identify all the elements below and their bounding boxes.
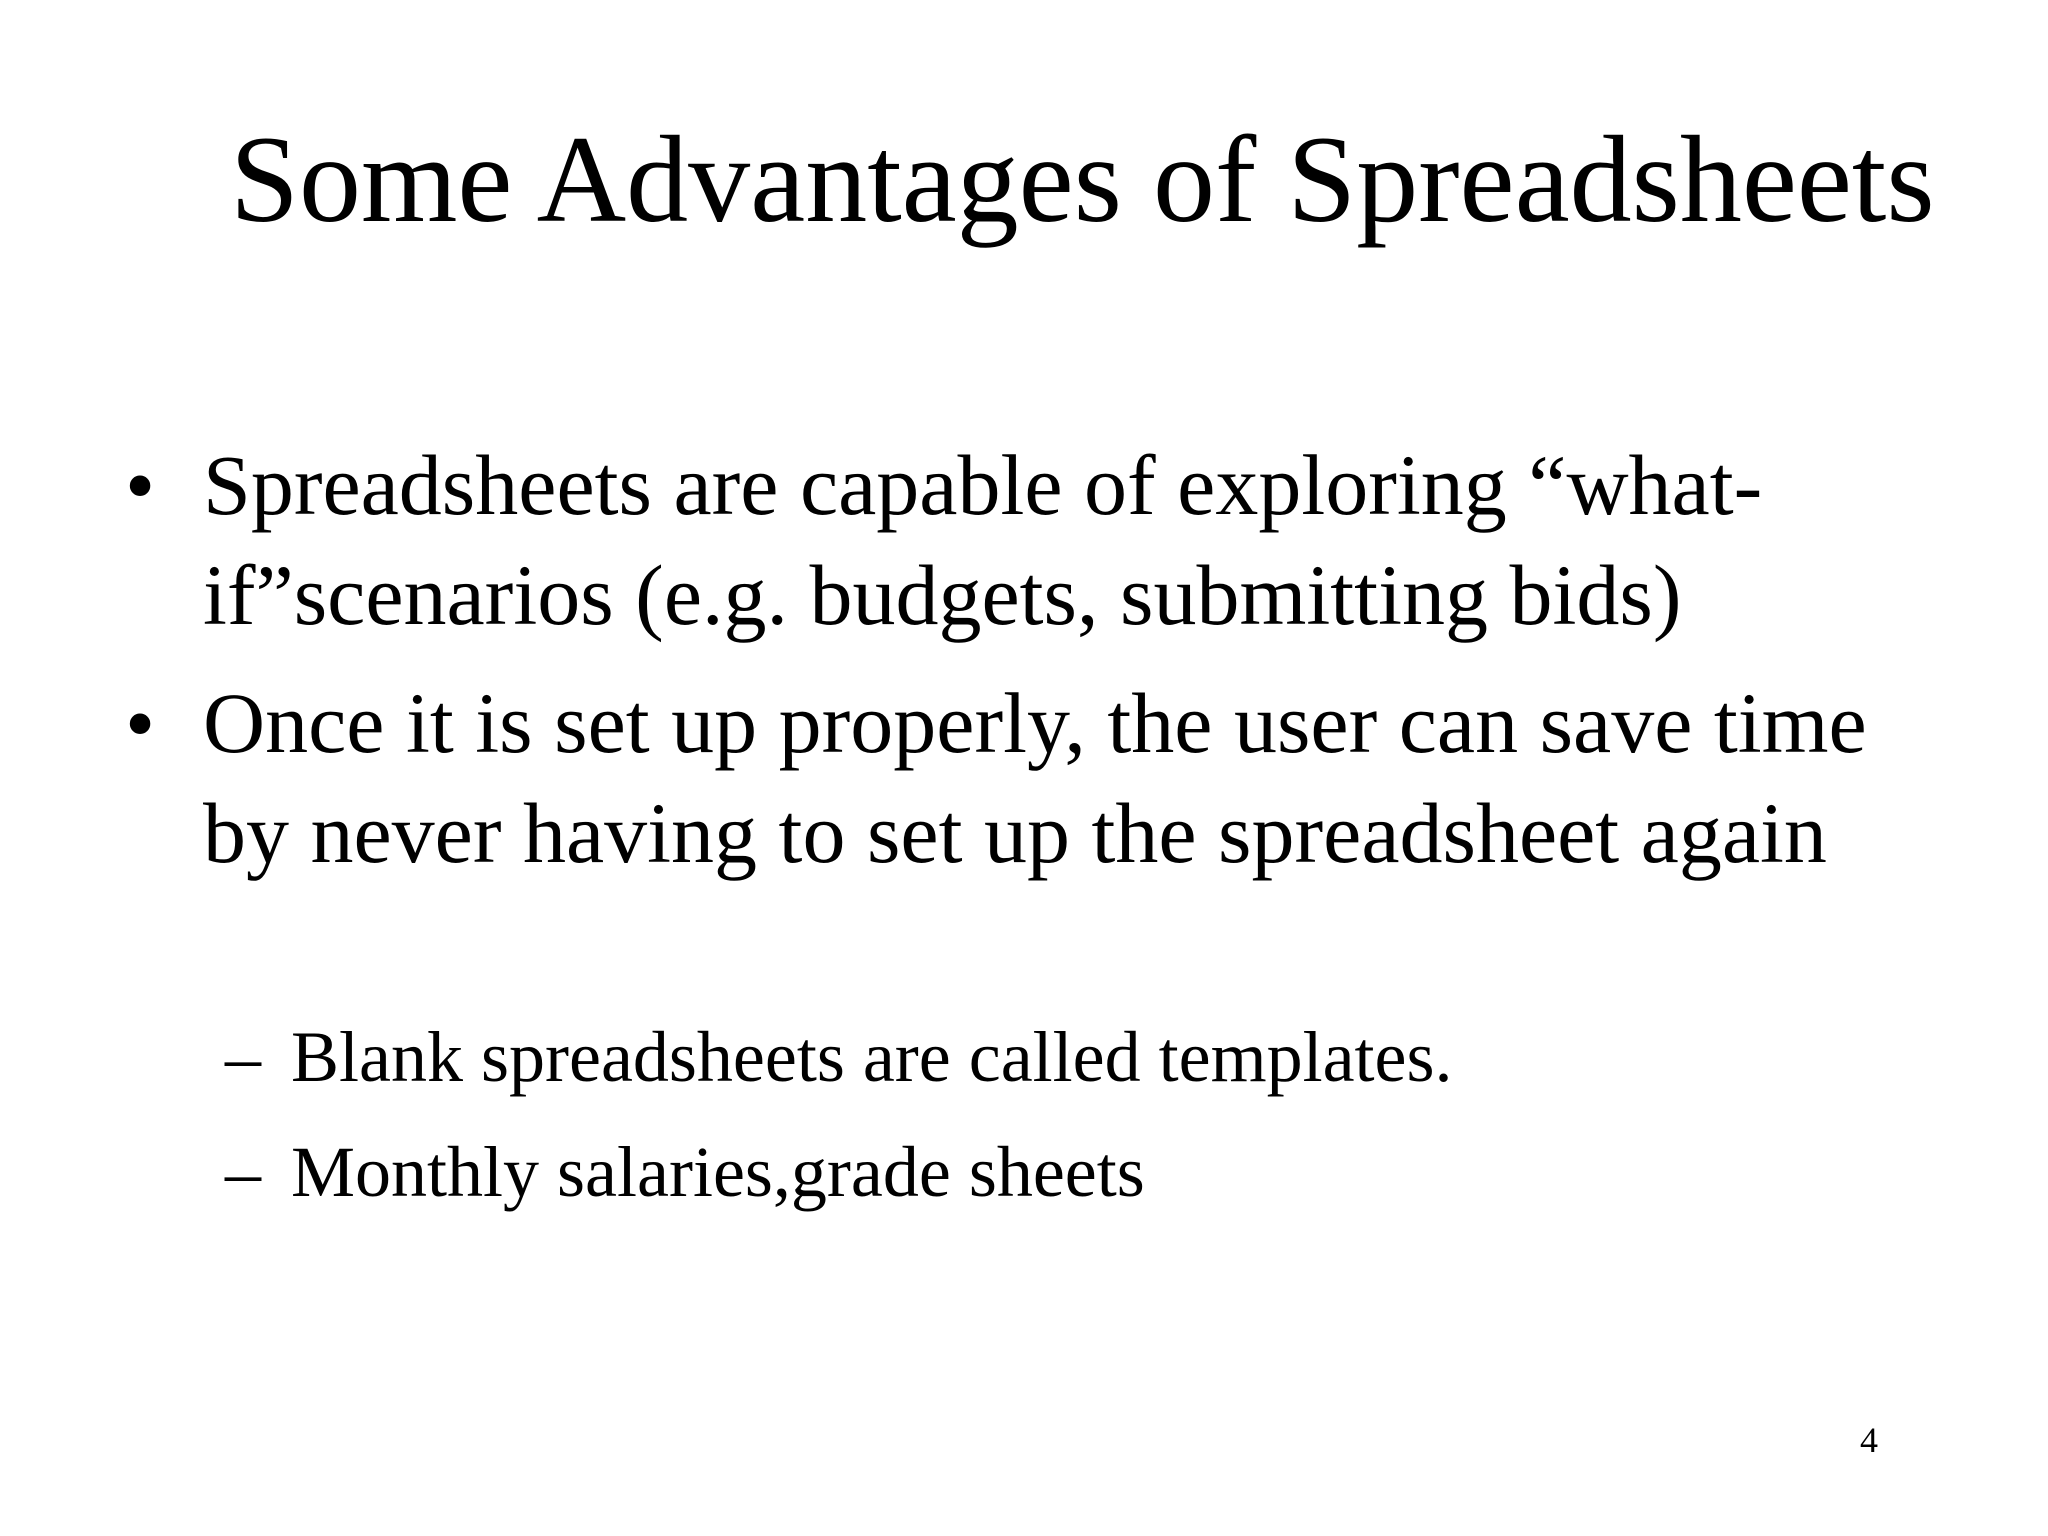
bullet-text: Spreadsheets are capable of exploring “what-if”scenarios (e.g. budgets, submitting bids) xyxy=(203,437,1763,643)
bullet-marker: • xyxy=(125,437,156,533)
slide-title: Some Advantages of Spreadsheets xyxy=(230,111,1935,248)
bullet-marker: • xyxy=(125,675,156,771)
sub-bullet-marker: – xyxy=(225,1017,261,1097)
sub-bullet-text: Blank spreadsheets are called templates. xyxy=(291,1017,1453,1097)
sub-bullet-marker: – xyxy=(225,1132,261,1212)
sub-bullet-text: Monthly salaries,grade sheets xyxy=(291,1132,1145,1212)
page-number: 4 xyxy=(1860,1420,1878,1460)
bullet-text: Once it is set up properly, the user can save time by never having to set up the spreadsheet again xyxy=(203,675,1867,881)
